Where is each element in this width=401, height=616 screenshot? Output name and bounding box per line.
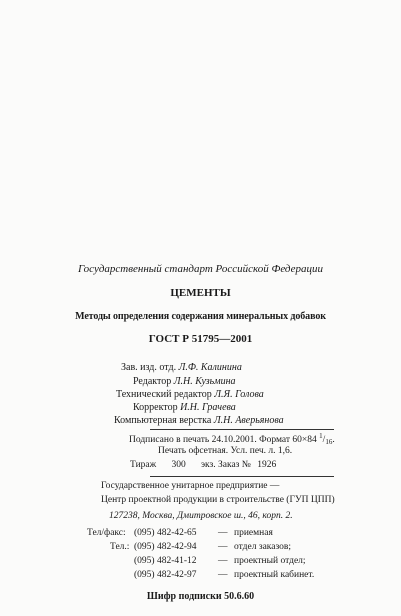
document-title: ЦЕМЕНТЫ <box>170 287 231 299</box>
credit-role: Редактор <box>133 376 172 387</box>
tirazh-line <box>130 460 276 470</box>
credit-line-5 <box>114 415 284 426</box>
tirazh-value: 300 <box>171 460 186 470</box>
offset-line: Печать офсетная. Усл. печ. л. 1,6. <box>158 446 293 456</box>
document-subtitle: Методы определения содержания минеральных добавок <box>75 311 326 322</box>
contact-phone: (095) 482-42-65 <box>134 528 197 538</box>
credit-name: Л.Н. Кузьмина <box>173 376 236 387</box>
order-value: 1926 <box>257 460 277 470</box>
divider-1 <box>150 429 334 430</box>
credit-line-4 <box>133 402 236 413</box>
subscription-cipher: Шифр подписки 50.6.60 <box>146 591 255 602</box>
credit-role: Корректор <box>133 402 178 413</box>
credit-role: Технический редактор <box>116 389 212 400</box>
credit-line-1 <box>121 362 242 373</box>
credit-name: Л.Н. Аверьянова <box>213 415 284 426</box>
contact-phone: (095) 482-42-97 <box>134 570 197 580</box>
gost-number: ГОСТ Р 51795—2001 <box>148 333 253 345</box>
publisher-line-2: Центр проектной продукции в строительстве (ГУП ЦПП) <box>101 495 335 505</box>
contact-dash: — <box>218 528 228 538</box>
order-label: экз. Заказ № <box>200 460 251 470</box>
contact-desc: проектный кабинет. <box>234 570 315 580</box>
contact-desc: отдел заказов; <box>234 542 292 552</box>
credit-name: Л.Ф. Калинина <box>178 362 242 373</box>
standard-line: Государственный стандарт Российской Федерации <box>77 263 324 275</box>
publisher-line-1: Государственное унитарное предприятие — <box>101 481 280 491</box>
credit-line-2 <box>133 376 236 387</box>
divider-2 <box>150 476 334 477</box>
tirazh-label: Тираж <box>130 460 157 470</box>
credit-role: Компьютерная верстка <box>114 415 212 426</box>
contact-dash: — <box>218 542 228 552</box>
contact-dash: — <box>218 570 228 580</box>
contact-label: Тел.: <box>110 542 130 552</box>
credit-name: Л.Я. Голова <box>214 389 264 400</box>
credit-name: И.Н. Грачева <box>180 402 236 413</box>
contact-phone: (095) 482-41-12 <box>134 556 197 566</box>
credit-line-3 <box>116 389 264 400</box>
contact-phone: (095) 482-42-94 <box>134 542 197 552</box>
signed-text: Подписано в печать 24.10.2001. Формат 60×84 <box>129 435 317 445</box>
contact-dash: — <box>218 556 228 566</box>
format-numerator: 1 <box>319 432 323 440</box>
signed-line: Подписано в печать 24.10.2001. Формат 60×84 $^1/_{16}$. <box>129 432 335 446</box>
contact-desc: приемная <box>234 528 273 538</box>
contact-label: Тел/факс: <box>87 528 126 538</box>
publisher-address: 127238, Москва, Дмитровское ш., 46, корп. 2. <box>109 511 293 521</box>
contact-desc: проектный отдел; <box>234 556 306 566</box>
credit-role: Зав. изд. отд. <box>121 362 177 373</box>
format-denominator: 16 <box>325 438 333 446</box>
